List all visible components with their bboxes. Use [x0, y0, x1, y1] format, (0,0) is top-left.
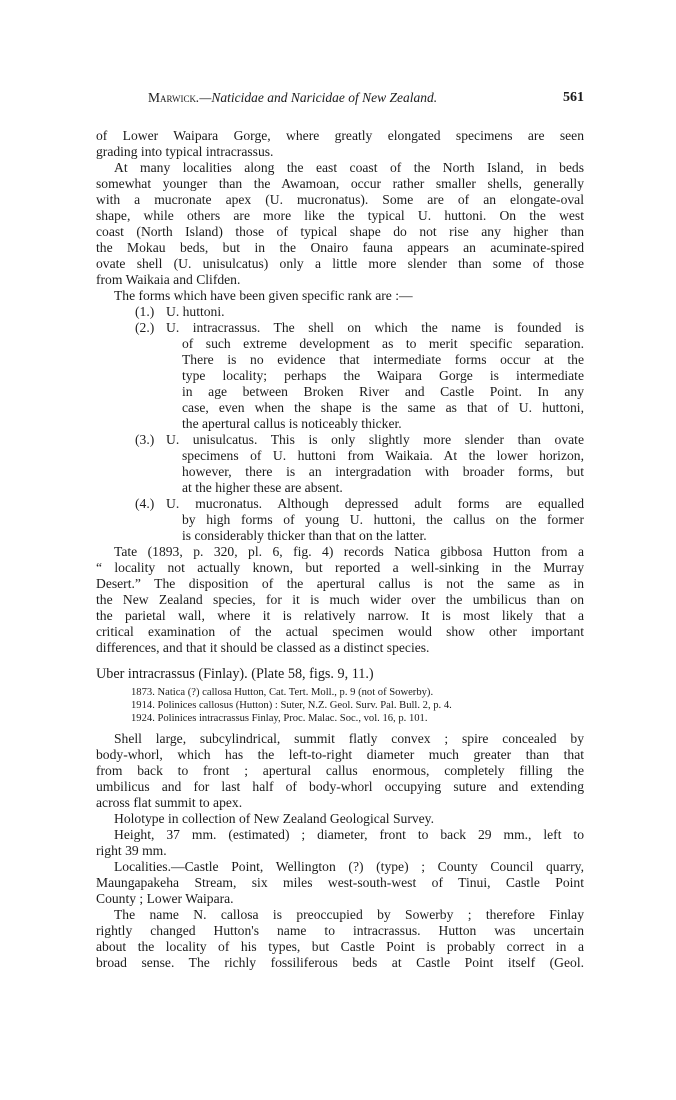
- text-line: County ; Lower Waipara.: [96, 891, 234, 906]
- text-line: the New Zealand species, for it is much wider over the umbilicus than on: [96, 592, 584, 607]
- article-title: .—Naticidae and Naricidae of New Zealand.: [196, 90, 438, 105]
- text-line: The forms which have been given specific rank are :—: [114, 288, 413, 303]
- text-line: grading into typical intracrassus.: [96, 144, 274, 159]
- form-line: however, there is an intergradation with broader forms, but: [182, 464, 584, 479]
- text-line: somewhat younger than the Awamoan, occur rather smaller shells, generally: [96, 176, 584, 191]
- text-line: Tate (1893, p. 320, pl. 6, fig. 4) records Natica gibbosa Hutton from a: [114, 544, 584, 559]
- text-line: umbilicus and for last half of body-whorl occupying suture and extending: [96, 779, 584, 794]
- text-line: ovate shell (U. unisulcatus) only a little more slender than some of those: [96, 256, 584, 271]
- form-line: at the higher these are absent.: [182, 480, 343, 495]
- text-line: At many localities along the east coast of the North Island, in beds: [114, 160, 584, 175]
- holotype-line: Holotype in collection of New Zealand Geological Survey.: [114, 811, 434, 826]
- form-line: U. huttoni.: [166, 304, 225, 319]
- form-line: There is no evidence that intermediate forms occur at the: [182, 352, 584, 367]
- text-line: critical examination of the actual specimen would show other important: [96, 624, 584, 639]
- text-line: Height, 37 mm. (estimated) ; diameter, front to back 29 mm., left to: [114, 827, 584, 842]
- text-line: of Lower Waipara Gorge, where greatly elongated specimens are seen: [96, 128, 584, 143]
- text-line: coast (North Island) those of typical shape do not rise any higher than: [96, 224, 584, 239]
- form-line: in age between Broken River and Castle Point. In any: [182, 384, 584, 399]
- form-line: U. unisulcatus. This is only slightly more slender than ovate: [166, 432, 584, 447]
- text-line: rightly changed Hutton's name to intracrassus. Hutton was uncertain: [96, 923, 584, 938]
- form-line: U. intracrassus. The shell on which the name is founded is: [166, 320, 584, 335]
- text-line: Shell large, subcylindrical, summit flatly convex ; spire concealed by: [114, 731, 584, 746]
- form-number: (2.): [135, 320, 155, 335]
- form-line: is considerably thicker than that on the latter.: [182, 528, 427, 543]
- running-title: [148, 90, 437, 106]
- form-line: U. mucronatus. Although depressed adult forms are equalled: [166, 496, 584, 511]
- reference-line: 1924. Polinices intracrassus Finlay, Proc. Malac. Soc., vol. 16, p. 101.: [131, 713, 428, 724]
- text-line: Maungapakeha Stream, six miles west-south-west of Tinui, Castle Point: [96, 875, 584, 890]
- form-line: by high forms of young U. huttoni, the callus on the former: [182, 512, 584, 527]
- form-line: type locality; perhaps the Waipara Gorge is intermediate: [182, 368, 584, 383]
- form-number: (1.): [135, 304, 155, 319]
- text-line: with a mucronate apex (U. mucronatus). Some are of an elongate-oval: [96, 192, 584, 207]
- page-number: 561: [563, 90, 584, 105]
- form-line: of such extreme development as to merit specific separation.: [182, 336, 584, 351]
- form-line: specimens of U. huttoni from Waikaia. At the lower horizon,: [182, 448, 584, 463]
- text-line: shape, while others are more like the typical U. huttoni. On the west: [96, 208, 584, 223]
- text-line: The name N. callosa is preoccupied by Sowerby ; therefore Finlay: [114, 907, 584, 922]
- text-line: broad sense. The richly fossiliferous beds at Castle Point itself (Geol.: [96, 955, 584, 970]
- text-line: body-whorl, which has the left-to-right diameter much greater than that: [96, 747, 584, 762]
- species-heading: Uber intracrassus (Finlay). (Plate 58, figs. 9, 11.): [96, 666, 374, 682]
- form-line: case, even when the shape is the same as that of U. huttoni,: [182, 400, 584, 415]
- text-line: the parietal wall, where it is relatively narrow. It is most likely that a: [96, 608, 584, 623]
- text-line: across flat summit to apex.: [96, 795, 243, 810]
- text-line: “ locality not actually known, but reported a well-sinking in the Murray: [96, 560, 584, 575]
- form-number: (3.): [135, 432, 155, 447]
- reference-line: 1914. Polinices callosus (Hutton) : Suter, N.Z. Geol. Surv. Pal. Bull. 2, p. 4.: [131, 700, 452, 711]
- text-line: Localities.—Castle Point, Wellington (?) (type) ; County Council quarry,: [114, 859, 584, 874]
- text-line: the Mokau beds, but in the Onairo fauna appears an acuminate-spired: [96, 240, 584, 255]
- text-line: from Waikaia and Clifden.: [96, 272, 241, 287]
- running-header: [96, 90, 584, 112]
- form-line: the apertural callus is noticeably thicker.: [182, 416, 402, 431]
- text-line: about the locality of his types, but Castle Point is probably correct in a: [96, 939, 584, 954]
- reference-line: 1873. Natica (?) callosa Hutton, Cat. Tert. Moll., p. 9 (not of Sowerby).: [131, 687, 434, 698]
- text-line: right 39 mm.: [96, 843, 167, 858]
- form-number: (4.): [135, 496, 155, 511]
- text-line: differences, and that it should be classed as a distinct species.: [96, 640, 430, 655]
- text-line: from back to front ; apertural callus enormous, completely filling the: [96, 763, 584, 778]
- text-line: Desert.” The disposition of the apertural callus is not the same as in: [96, 576, 584, 591]
- author-name: Marwick: [148, 90, 197, 105]
